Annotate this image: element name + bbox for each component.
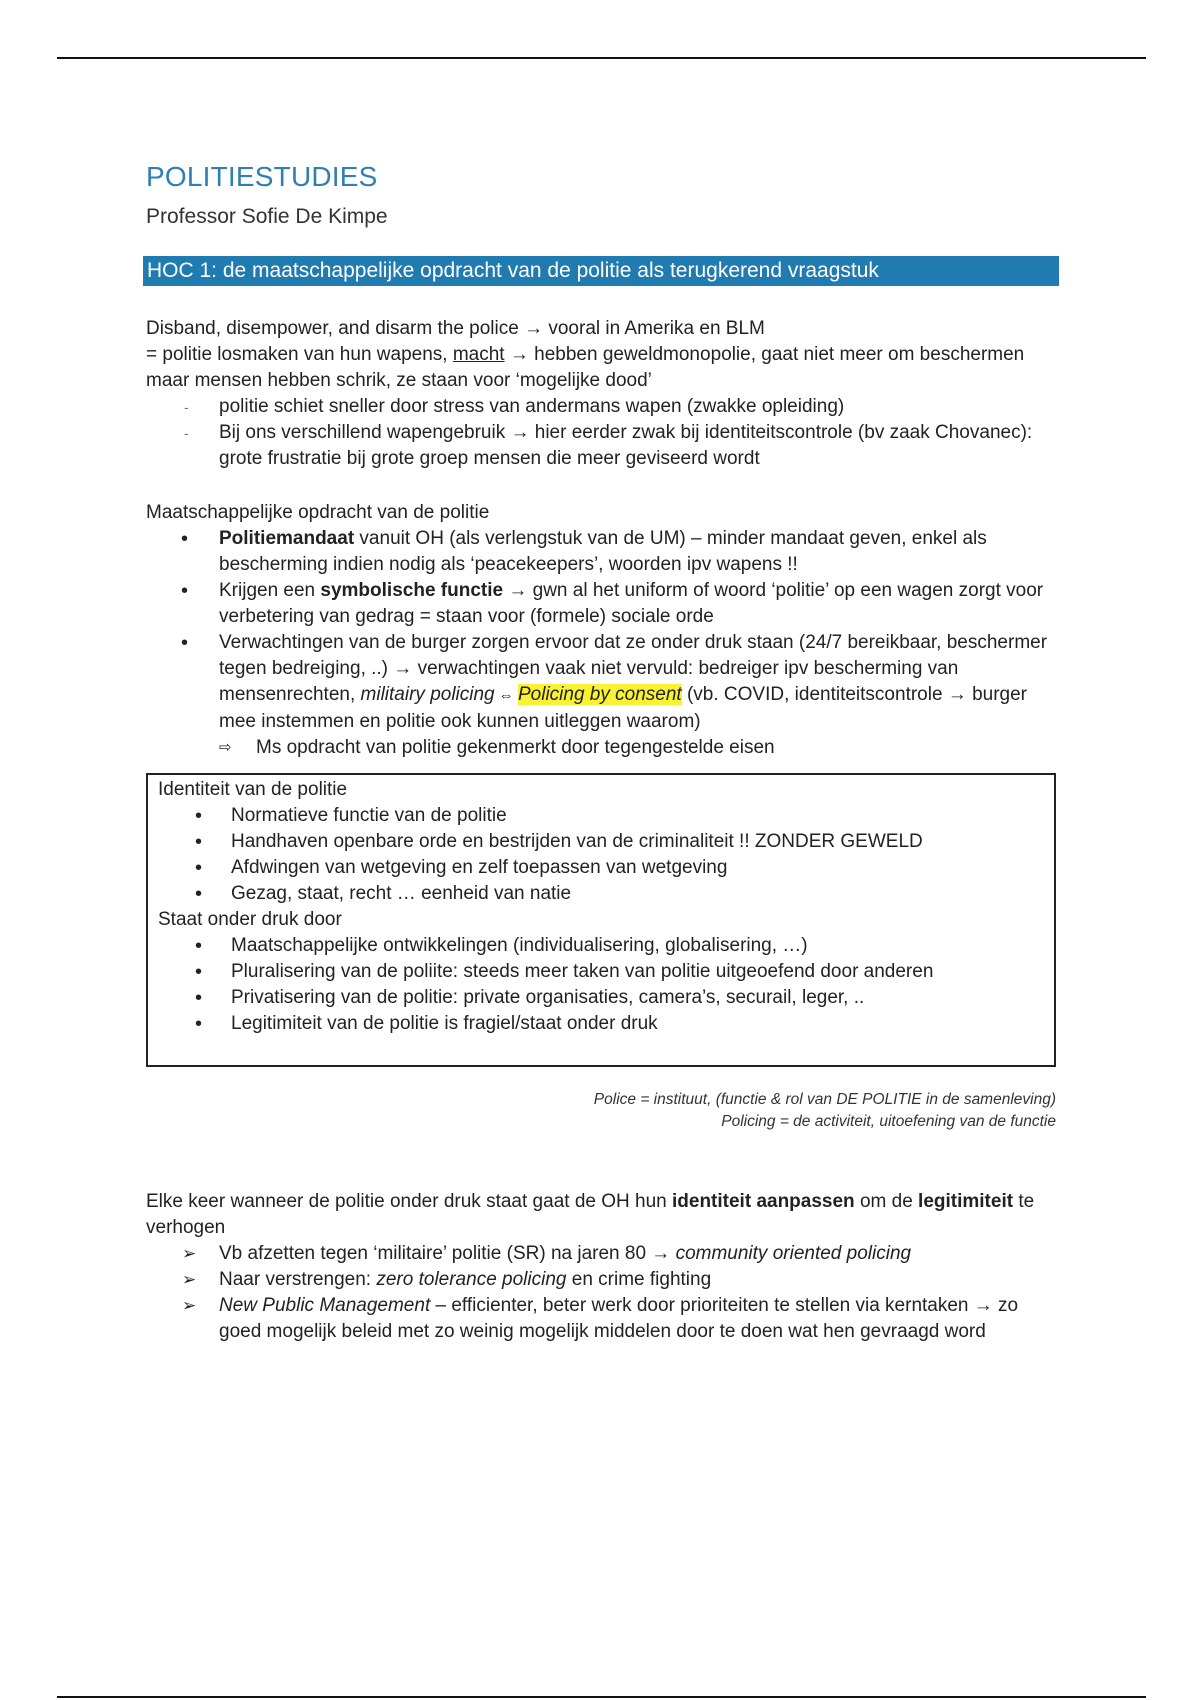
- list-item: • Politiemandaat vanuit OH (als verlengstuk van de UM) – minder mandaat geven, enkel als bescherming indien nodig als ‘peacekeepers’, woorden ipv wapens !!: [146, 526, 1060, 578]
- list-item: • Afdwingen van wetgeving en zelf toepassen van wetgeving: [158, 855, 1044, 881]
- section-identity-change: [146, 1189, 1060, 1345]
- list-item: ➢ Vb afzetten tegen ‘militaire’ politie (SR) na jaren 80 → community oriented policing: [146, 1241, 1060, 1267]
- identity-box: [146, 773, 1056, 1067]
- underlined-word: macht: [452, 344, 505, 365]
- list-item: • Pluralisering van de poliite: steeds meer taken van politie uitgeoefend door anderen: [158, 959, 1044, 985]
- dash-list: [146, 394, 1060, 472]
- list-item: • Krijgen een symbolische functie → gwn al het uniform of woord ‘politie’ op een wagen zorgt voor verbetering van gedrag = staan voor (formele) sociale orde: [146, 578, 1060, 630]
- list-item: • Gezag, staat, recht … eenheid van natie: [158, 881, 1044, 907]
- list-item: - Bij ons verschillend wapengebruik → hier eerder zwak bij identiteitscontrole (bv zaak Chovanec): grote frustratie bij grote groep mensen die meer geviseerd wordt: [146, 420, 1060, 472]
- section-heading: Maatschappelijke opdracht van de politie: [146, 502, 490, 523]
- identity-list: [158, 803, 1044, 907]
- bottom-rule: [57, 1696, 1146, 1698]
- definition-notes: [146, 1089, 1056, 1133]
- box-heading-pressure: Staat onder druk door: [158, 909, 342, 930]
- bullet-list: [146, 526, 1060, 735]
- arrow-right-icon: ⇨: [219, 739, 232, 756]
- note-policing: Policing = de activiteit, uitoefening van de functie: [721, 1113, 1056, 1130]
- list-item: • Handhaven openbare orde en bestrijden van de criminaliteit !! ZONDER GEWELD: [158, 829, 1044, 855]
- box-heading-identity: Identiteit van de politie: [158, 779, 348, 800]
- disband-line: Disband, disempower, and disarm the police → vooral in Amerika en BLM: [146, 318, 765, 339]
- pressure-list: [158, 933, 1044, 1037]
- top-rule: [57, 57, 1146, 59]
- document-body: [146, 160, 1060, 1345]
- section-disband: [146, 316, 1060, 472]
- page-title: POLITIESTUDIES: [146, 161, 378, 192]
- list-item: • Verwachtingen van de burger zorgen ervoor dat ze onder druk staan (24/7 bereikbaar, beschermer tegen bedreiging, ..) → verwachtingen vaak niet vervuld: bedreiger ipv bescherming van mensenrechten, militairy policing ⇔ Policing by consent (vb. COVID, identiteitscontrole → burger mee instemmen en politie ook kunnen uitleggen waarom): [146, 630, 1060, 735]
- section-opdracht: [146, 500, 1060, 761]
- list-item: • Privatisering van de politie: private organisaties, camera’s, securail, leger, ..: [158, 985, 1044, 1011]
- hoc-heading: HOC 1: de maatschappelijke opdracht van de politie als terugkerend vraagstuk: [143, 256, 1059, 286]
- note-police: Police = instituut, (functie & rol van DE POLITIE in de samenleving): [593, 1091, 1056, 1108]
- list-item: ➢ New Public Management – efficienter, beter werk door prioriteiten te stellen via kerntaken → zo goed mogelijk beleid met zo weinig mogelijk middelen door te doen wat hen gevraagd word: [146, 1293, 1060, 1345]
- arrow-list: [146, 1241, 1060, 1345]
- professor-name: Professor Sofie De Kimpe: [146, 205, 388, 228]
- double-arrow-icon: ⇔: [494, 687, 518, 704]
- list-item: ➢ Naar verstrengen: zero tolerance policing en crime fighting: [146, 1267, 1060, 1293]
- list-item: - politie schiet sneller door stress van andermans wapen (zwakke opleiding): [146, 394, 1060, 420]
- list-item: • Legitimiteit van de politie is fragiel/staat onder druk: [158, 1011, 1044, 1037]
- list-item: • Maatschappelijke ontwikkelingen (individualisering, globalisering, …): [158, 933, 1044, 959]
- conclusion-line: [146, 735, 1060, 761]
- conclusion-text: Ms opdracht van politie gekenmerkt door tegengestelde eisen: [256, 737, 775, 758]
- list-item: • Normatieve functie van de politie: [158, 803, 1044, 829]
- highlighted-text: Policing by consent: [517, 684, 682, 705]
- paragraph: Elke keer wanneer de politie onder druk staat gaat de OH hun identiteit aanpassen om de legitimiteit te verhogen: [146, 1191, 1035, 1238]
- disband-definition: = politie losmaken van hun wapens, macht → hebben geweldmonopolie, gaat niet meer om beschermen maar mensen hebben schrik, ze staan voor ‘mogelijke dood’: [146, 344, 1025, 391]
